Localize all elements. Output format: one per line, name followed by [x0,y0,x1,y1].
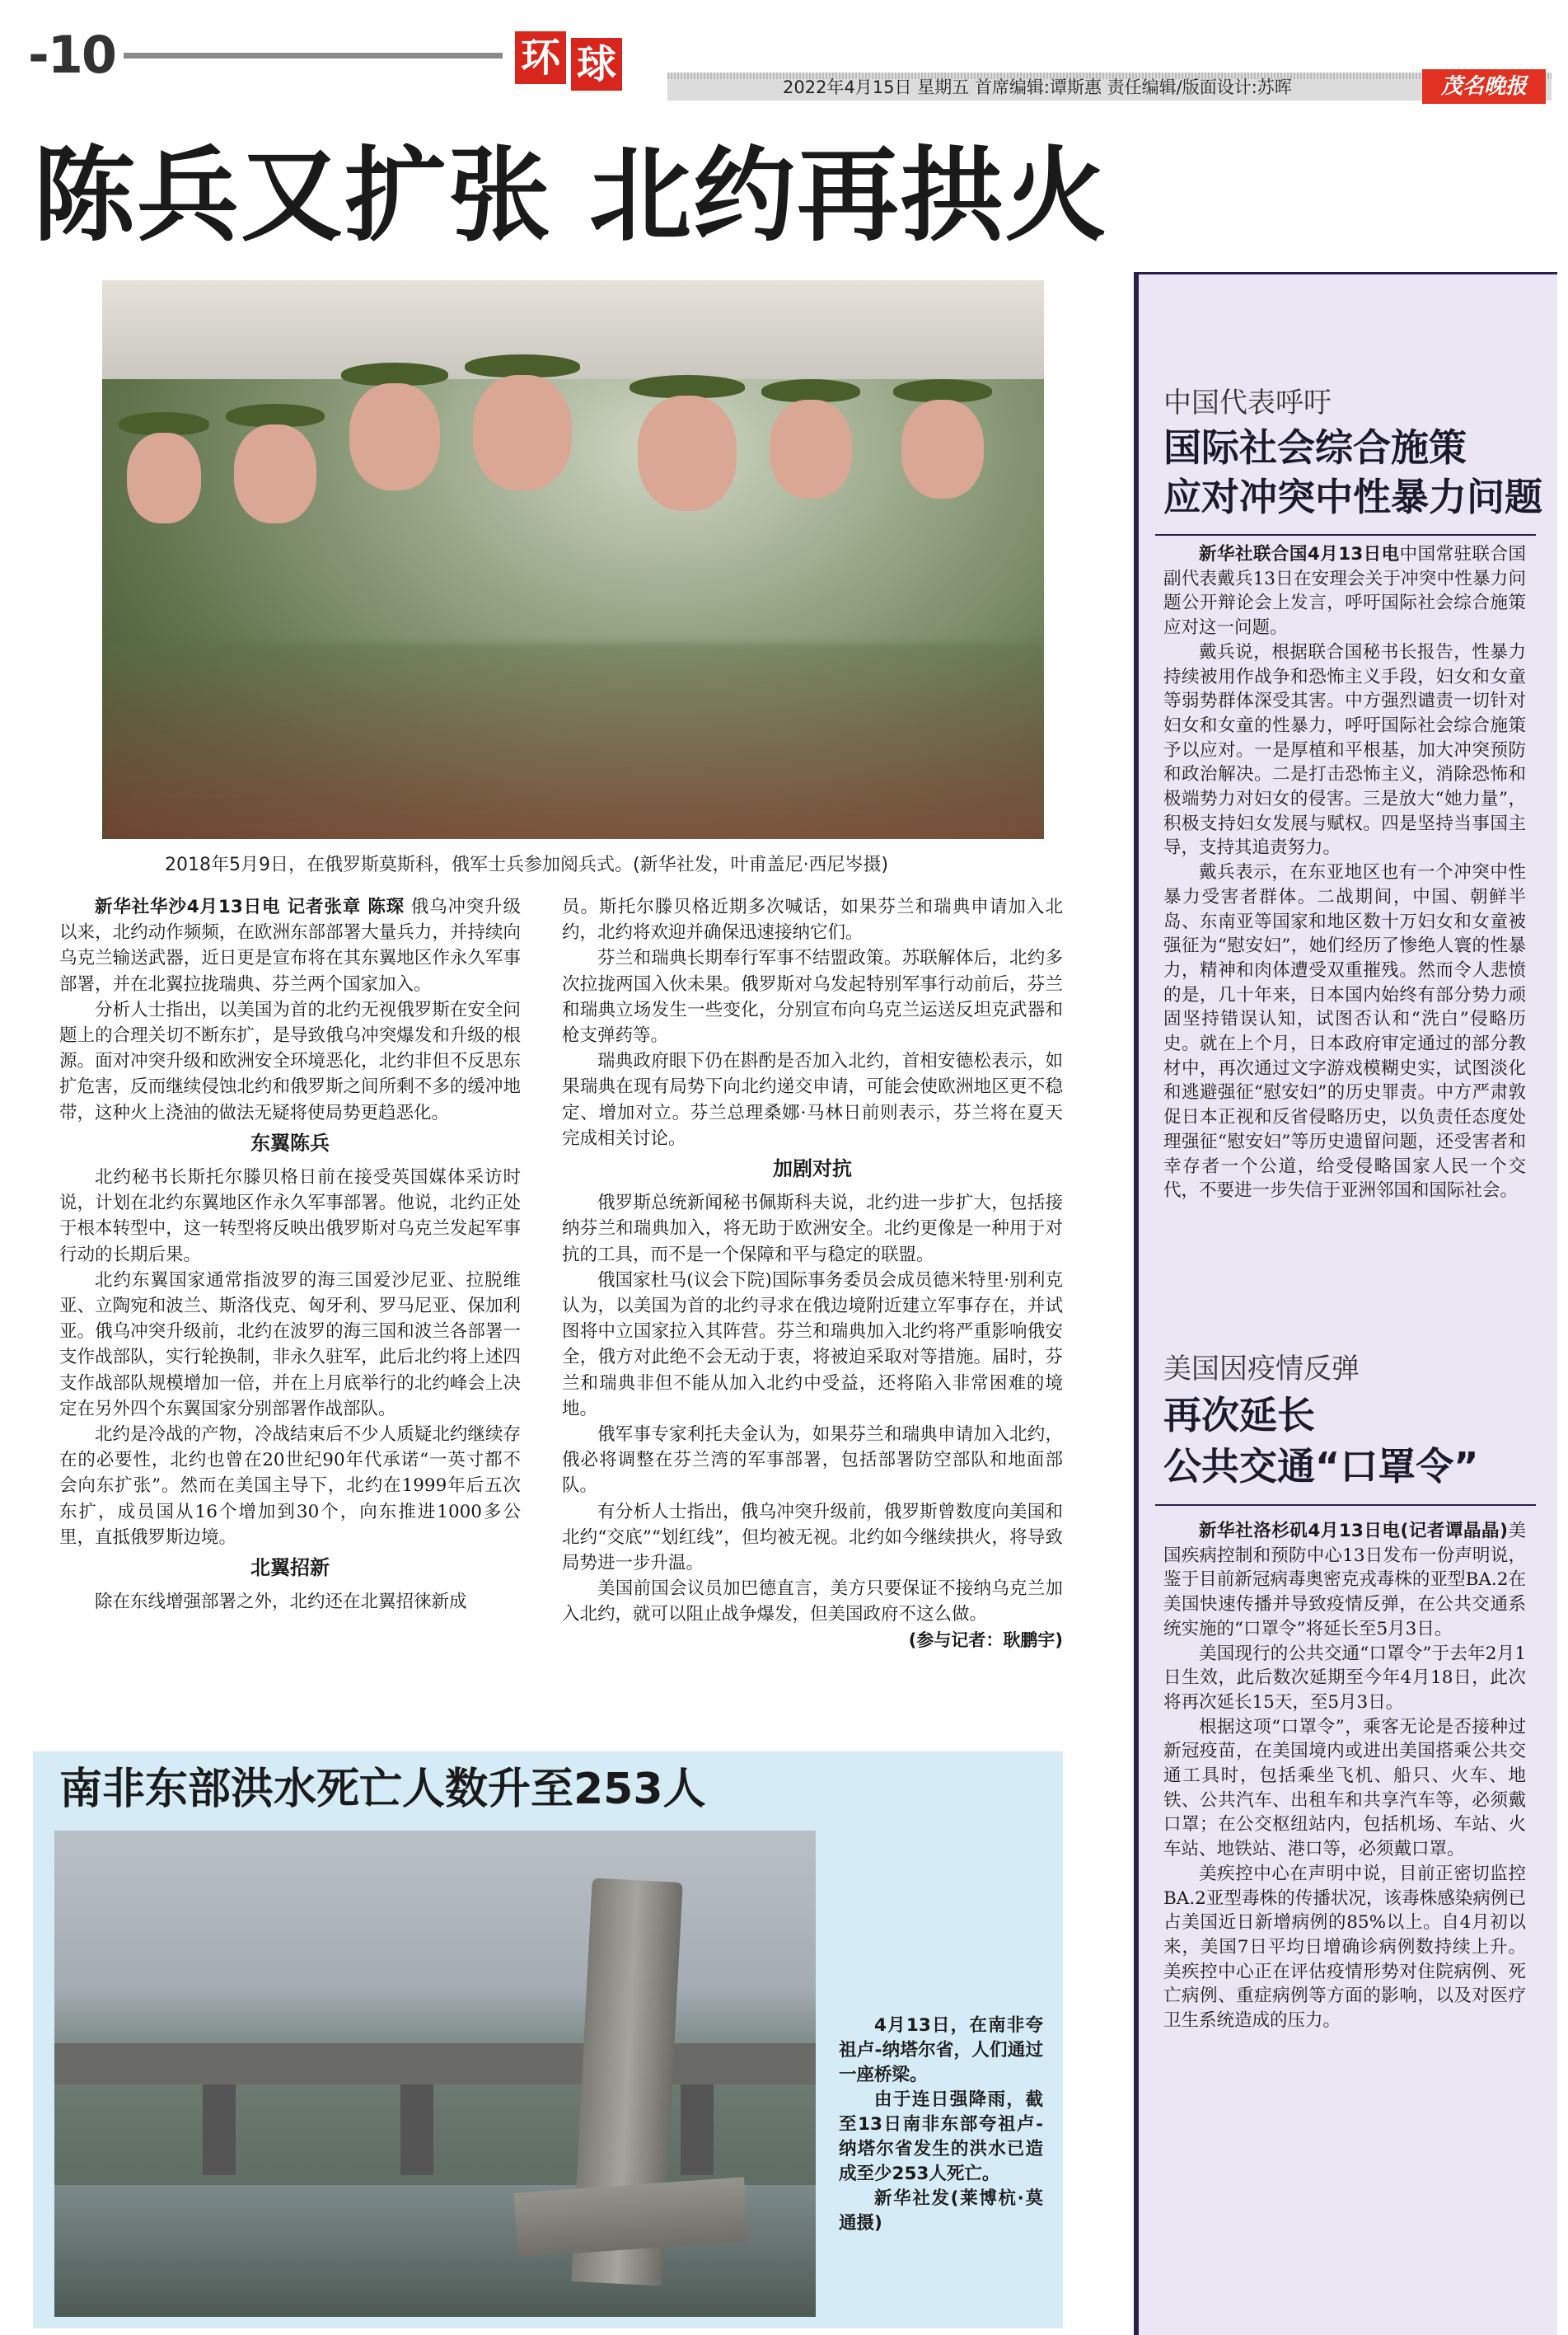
sidebar-rule [1155,534,1536,536]
article-column-2 [562,894,1063,1653]
paragraph: 美疾控中心在声明中说，目前正密切监控BA.2亚型毒株的传播状况，该毒株感染病例已占美国近日新增病例的85%以上。自4月初以来，美国7日平均日增确诊病例数持续上升。美疾控中心正在评估疫情形势对住院病例、死亡病例、重症病例等方面的影响，以及对医疗卫生系统造成的压力。 [1163,1863,1526,2032]
sidebar-title-2b: 公共交通“口罩令” [1163,1444,1479,1489]
subheading-north-wing: 北翼招新 [250,1556,330,1580]
paragraph: 芬兰和瑞典长期奉行军事不结盟政策。苏联解体后，北约多次拉拢两国入伙未果。俄罗斯对乌发起特别军事行动前后，芬兰和瑞典立场发生一些变化，分别宣布向乌克兰运送反坦克武器和枪支弹药等。 [562,948,1063,1047]
sidebar-title-2a: 再次延长 [1163,1393,1315,1437]
sidebar-story-2-body [1163,1519,1526,2033]
sidebar-rule [1155,1504,1536,1506]
paragraph: 新华社洛杉矶4月13日电(记者谭晶晶)美国疾病控制和预防中心13日发布一份声明说，鉴于目前新冠病毒奥密克戎毒株的亚型BA.2在美国快速传播并导致疫情反弹，在公共交通系统实施的“口罩令”将延长至5月3日。 [1163,1521,1526,1639]
flood-photo-caption [839,2014,1043,2236]
newspaper-logo: 茂名晚报 [1422,69,1546,104]
paragraph: 有分析人士指出，俄乌冲突升级前，俄罗斯曾数度向美国和北约“交底”“划红线”，但均被无视。北约如今继续拱火，将导致局势进一步升温。 [562,1501,1063,1574]
paragraph: 新华社华沙4月13日电 记者张章 陈琛 俄乌冲突升级以来，北约动作频频，在欧洲东部部署大量兵力，并持续向乌克兰输送武器，近日更是宣布将在其东翼地区作永久军事部署，并在北翼拉拢瑞典、芬兰两个国家加入。 [59,897,521,995]
paragraph: 美国现行的公共交通“口罩令”于去年2月1日生效，此后数次延期至今年4月18日，此次将再次延长15天，至5月3日。 [1163,1643,1526,1713]
reporter-credit: (参与记者：耿鹏宇) [908,1629,1063,1650]
sidebar [1134,272,1557,2335]
article-column-1 [59,894,521,1615]
sidebar-kicker-1: 中国代表呼吁 [1163,387,1332,420]
paragraph: 除在东线增强部署之外，北约还在北翼招徕新成 [95,1592,467,1613]
page-number: -10 [28,25,116,85]
sidebar-story-1-body [1163,542,1526,1203]
paragraph: 俄罗斯总统新闻秘书佩斯科夫说，北约进一步扩大，包括接纳芬兰和瑞典加入，将无助于欧洲安全。北约更像是一种用于对抗的工具，而不是一个保障和平与稳定的联盟。 [562,1193,1063,1265]
sidebar-kicker-2: 美国因疫情反弹 [1163,1353,1360,1386]
paragraph: 分析人士指出，以美国为首的北约无视俄罗斯在安全问题上的合理关切不断东扩，是导致俄乌冲突爆发和升级的根源。面对冲突升级和欧洲安全环境恶化，北约非但不反思东扩危害，反而继续侵蚀北约和俄罗斯之间所剩不多的缓冲地带，这种火上浇油的做法无疑将使局势更趋恶化。 [59,999,521,1123]
paragraph: 根据这项“口罩令”，乘客无论是否接种过新冠疫苗，在美国境内或进出美国搭乘公共交通工具时，包括乘坐飞机、船只、火车、地铁、公共汽车、出租车和共享汽车等，必须戴口罩；在公交枢纽站内，包括机场、车站、火车站、地铁站、港口等，必须戴口罩。 [1163,1716,1526,1860]
photo-caption-main: 2018年5月9日，在俄罗斯莫斯科，俄军士兵参加阅兵式。(新华社发，叶甫盖尼·西尼岑摄) [165,855,889,875]
subheading-confrontation: 加剧对抗 [773,1157,852,1181]
dateline: 新华社华沙4月13日电 记者张章 陈琛 [95,897,405,917]
dateline: 新华社联合国4月13日电 [1199,544,1400,565]
header-rule [124,53,503,59]
main-headline: 陈兵又扩张 北约再拱火 [33,137,1109,256]
paragraph: 戴兵表示，在东亚地区也有一个冲突中性暴力受害者群体。二战期间，中国、朝鲜半岛、东南亚等国家和地区数十万妇女和女童被强征为“慰安妇”，她们经历了惨绝人寰的性暴力，精神和肉体遭受双重摧残。然而令人悲愤的是，几十年来，日本国内始终有部分势力顽固坚持错误认知，试图否认和“洗白”侵略历史。就在上个月，日本政府审定通过的部分教材中，再次通过文字游戏模糊史实，试图淡化和逃避强征“慰安妇”的历史罪责。中方严肃敦促日本正视和反省侵略历史，以负责任态度处理强征“慰安妇”等历史遗留问题，还受害者和幸存者一个公道，给受侵略国家人民一个交代，不要进一步失信于亚洲邻国和国际社会。 [1163,862,1526,1202]
paragraph: 俄国家杜马(议会下院)国际事务委员会成员德米特里·别利克认为，以美国为首的北约寻求在俄边境附近建立军事存在，并试图将中立国家拉入其阵营。芬兰和瑞典加入北约将严重影响俄安全，俄方对此绝不会无动于衷，将被迫采取对等措施。届时，芬兰和瑞典非但不能从加入北约中受益，还将陷入非常困难的境地。 [562,1269,1063,1419]
section-char-2: 球 [571,38,622,91]
section-badge [515,31,622,87]
flood-headline: 南非东部洪水死亡人数升至253人 [59,1765,706,1814]
caption-paragraph: 4月13日，在南非夸祖卢-纳塔尔省，人们通过一座桥梁。 [839,2015,1043,2085]
caption-paragraph: 由于连日强降雨，截至13日南非东部夸祖卢-纳塔尔省发生的洪水已造成至少253人死亡。 [839,2089,1043,2184]
flood-bridge-photo [54,1831,816,2317]
paragraph: 新华社联合国4月13日电中国常驻联合国副代表戴兵13日在安理会关于冲突中性暴力问题公开辩论会上发言，呼吁国际社会综合施策应对这一问题。 [1163,544,1526,639]
paragraph: 北约东翼国家通常指波罗的海三国爱沙尼亚、拉脱维亚、立陶宛和波兰、斯洛伐克、匈牙利、罗马尼亚、保加利亚。俄乌冲突升级前，北约在波罗的海三国和波兰各部署一支作战部队，实行轮换制，非永久驻军，此后北约将上述四支作战部队规模增加一倍，并在上月底举行的北约峰会上决定在另外四个东翼国家分别部署作战部队。 [59,1269,521,1419]
section-char-1: 环 [515,31,566,84]
paragraph: 瑞典政府眼下仍在斟酌是否加入北约，首相安德松表示，如果瑞典在现有局势下向北约递交申请，可能会使欧洲地区更不稳定、增加对立。芬兰总理桑娜·马林日前则表示，芬兰将在夏天完成相关讨论。 [562,1051,1063,1149]
flood-story-box [33,1751,1063,2328]
header-info: 2022年4月15日 星期五 首席编辑:谭斯惠 责任编辑/版面设计:苏晖 [783,77,1292,97]
paragraph: 戴兵说，根据联合国秘书长报告，性暴力持续被用作战争和恐怖主义手段，妇女和女童等弱势群体深受其害。中方强烈谴责一切针对妇女和女童的性暴力，呼吁国际社会综合施策予以应对。一是厚植和平根基，加大冲突预防和政治解决。二是打击恐怖主义，消除恐怖和极端势力对妇女的侵害。三是放大“她力量”，积极支持妇女发展与赋权。四是坚持当事国主导，支持其追责努力。 [1163,641,1526,859]
soldiers-parade-photo [102,280,1044,839]
paragraph: 北约是冷战的产物，冷战结束后不少人质疑北约继续存在的必要性，北约也曾在20世纪90年代承诺“一英寸都不会向东扩张”。然而在美国主导下，北约在1999年后五次东扩，成员国从16个增加到30个，向东推进1000多公里，直抵俄罗斯边境。 [59,1424,521,1548]
sidebar-title-1a: 国际社会综合施策 [1163,425,1467,470]
paragraph: 美国前国会议员加巴德直言，美方只要保证不接纳乌克兰加入北约，就可以阻止战争爆发，但美国政府不这么做。 [562,1578,1063,1625]
subheading-east-wing: 东翼陈兵 [250,1131,330,1155]
paragraph: 俄军事专家利托夫金认为，如果芬兰和瑞典申请加入北约，俄必将调整在芬兰湾的军事部署，包括部署防空部队和地面部队。 [562,1424,1063,1497]
paragraph: 员。斯托尔滕贝格近期多次喊话，如果芬兰和瑞典申请加入北约，北约将欢迎并确保迅速接纳它们。 [562,897,1063,944]
paragraph: 北约秘书长斯托尔滕贝格日前在接受英国媒体采访时说，计划在北约东翼地区作永久军事部署。他说，北约正处于根本转型中，这一转型将反映出俄罗斯对乌克兰发起军事行动的长期后果。 [59,1167,521,1265]
dateline: 新华社洛杉矶4月13日电(记者谭晶晶) [1199,1521,1508,1541]
caption-credit: 新华社发(莱博杭·莫通摄) [839,2188,1043,2234]
sidebar-title-1b: 应对冲突中性暴力问题 [1163,475,1542,519]
